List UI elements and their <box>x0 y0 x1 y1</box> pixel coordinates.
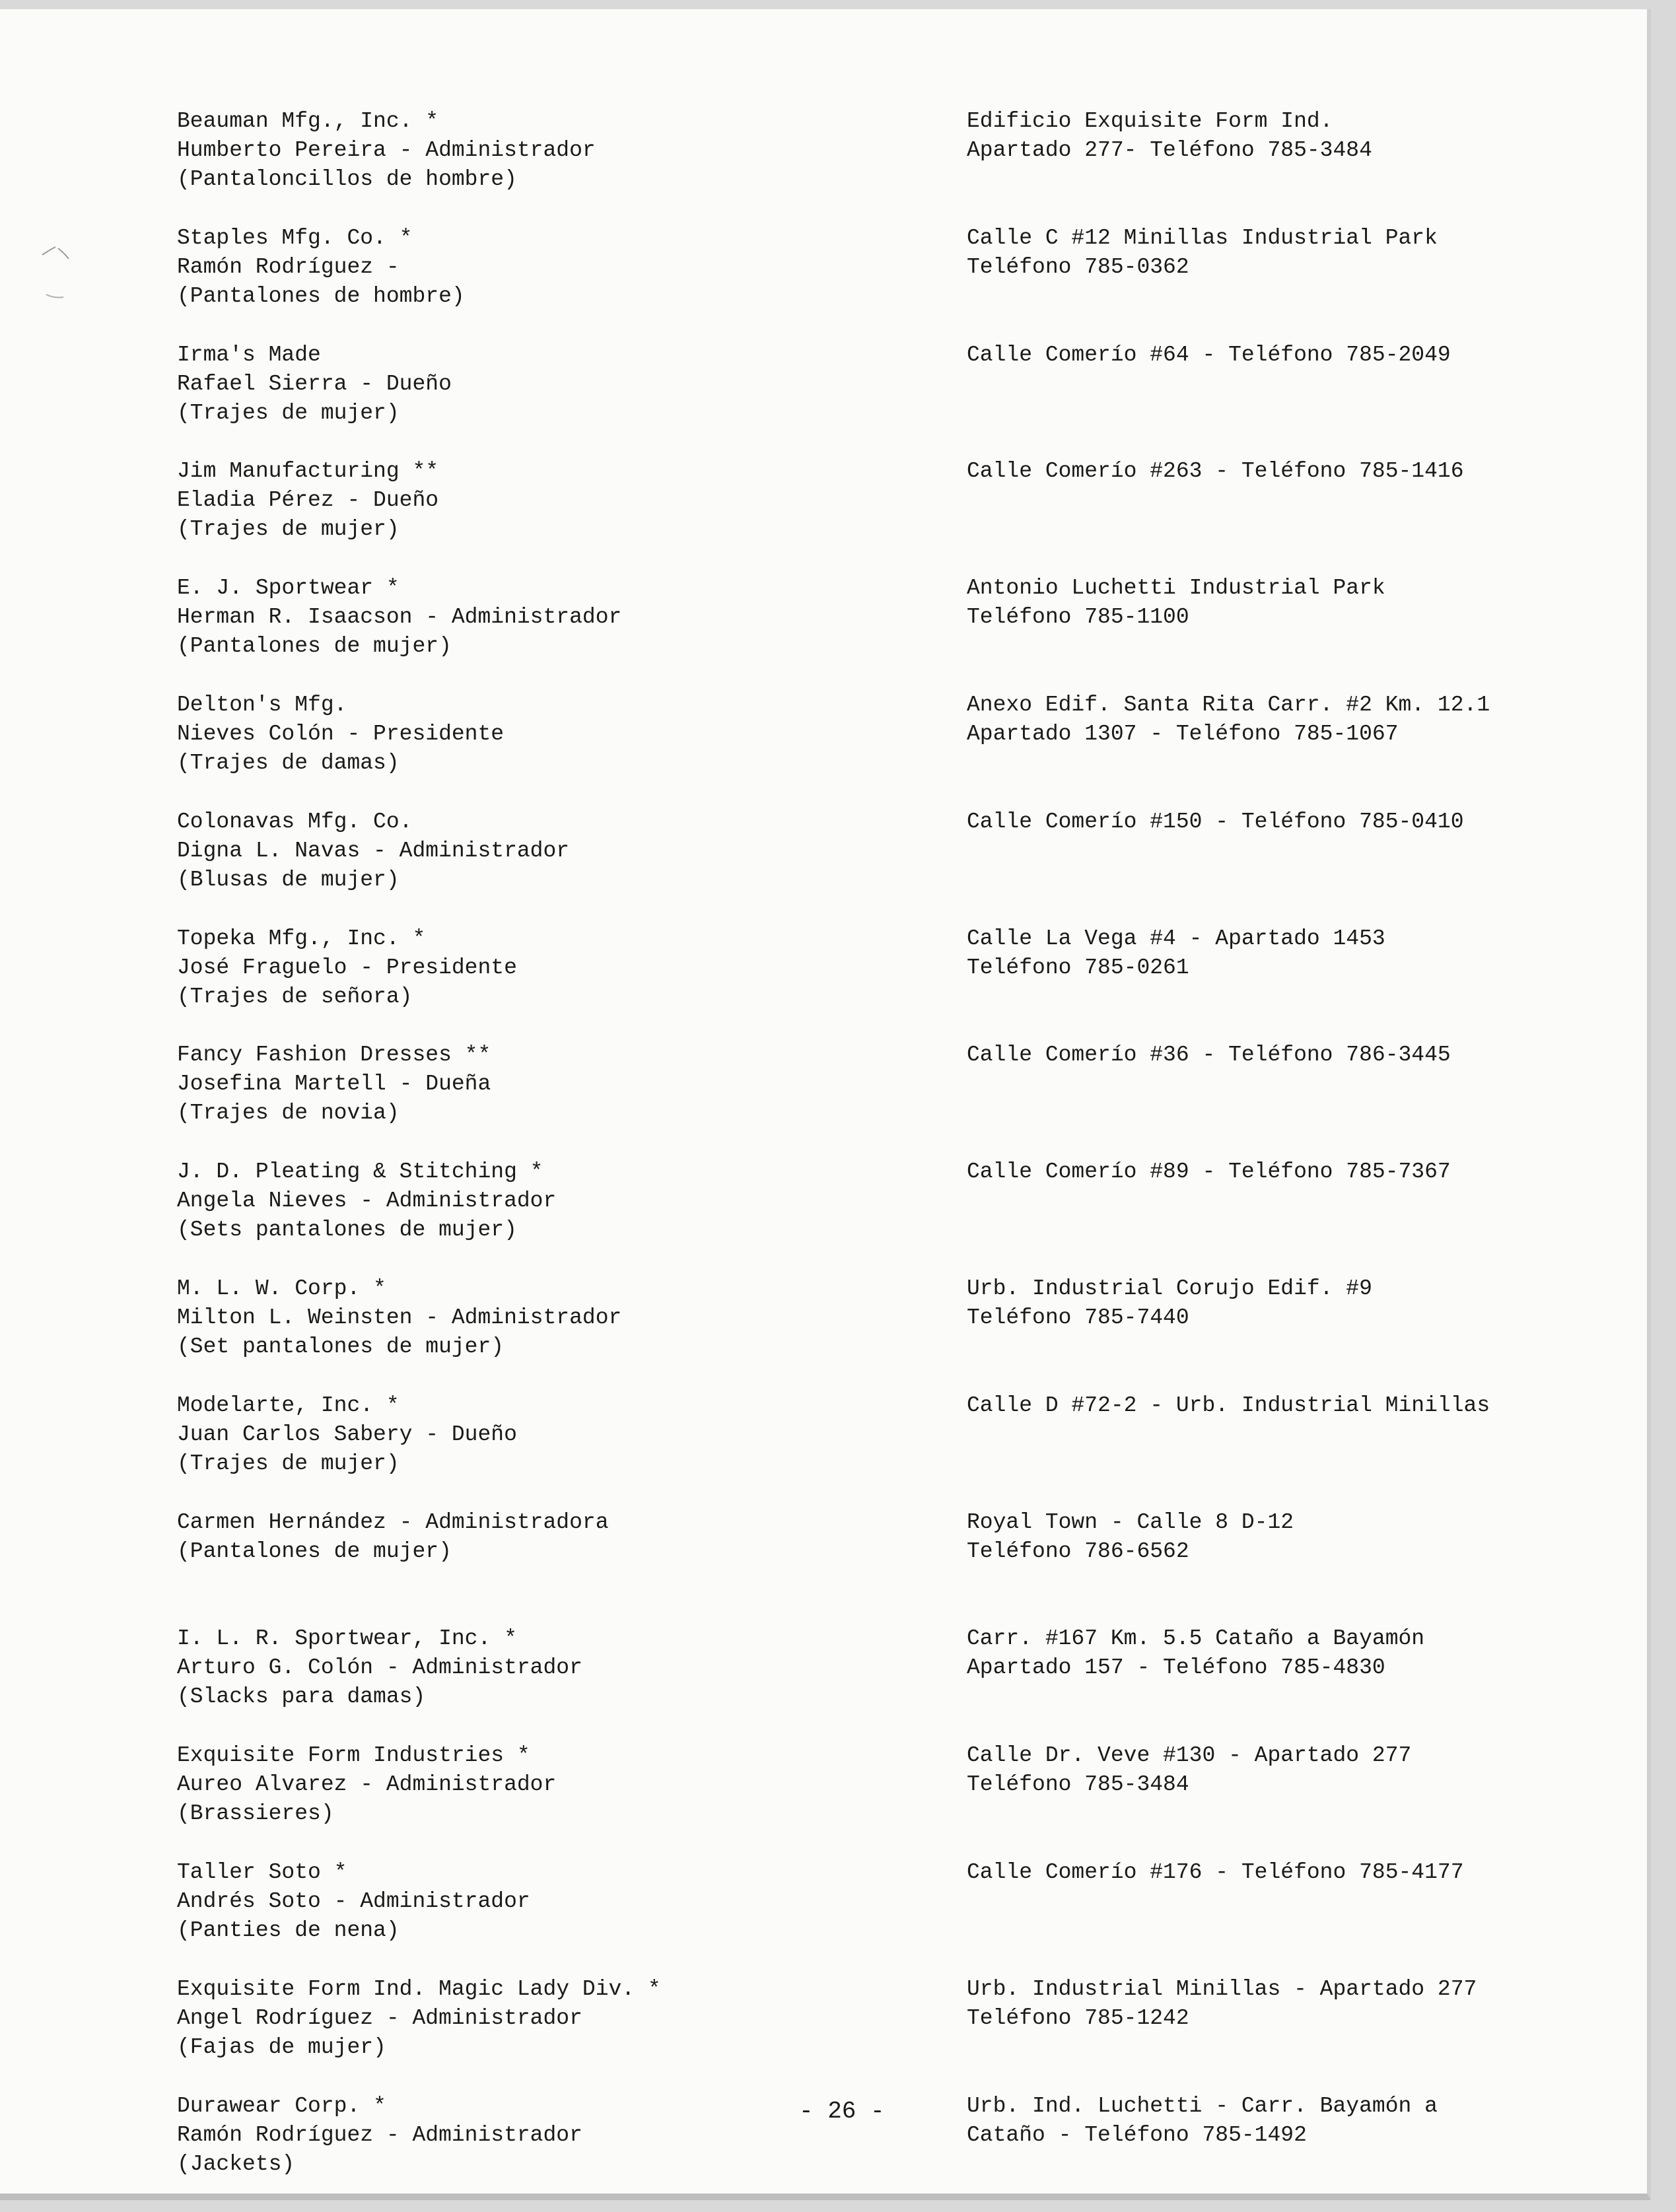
address-line: Calle Comerío #176 - Teléfono 785-4177 <box>967 1859 1464 1884</box>
address-info <box>967 691 1490 749</box>
product-type: (Pantaloncillos de hombre) <box>177 167 517 191</box>
product-type: (Brassieres) <box>177 1801 334 1826</box>
company-info <box>177 1858 530 1945</box>
address-line: Urb. Ind. Luchetti - Carr. Bayamón a <box>967 2093 1438 2118</box>
company-name: E. J. Sportwear * <box>177 576 400 601</box>
product-type: (Sets pantalones de mujer) <box>177 1218 517 1243</box>
product-type: (Pantalones de mujer) <box>177 634 452 659</box>
contact-person: Herman R. Isaacson - Administrador <box>177 605 622 630</box>
address-line: Calle Dr. Veve #130 - Apartado 277 <box>967 1743 1412 1768</box>
contact-person: Rafael Sierra - Dueño <box>177 371 452 396</box>
company-info <box>177 107 596 194</box>
contact-person: Aureo Alvarez - Administrador <box>177 1772 557 1797</box>
page-number: - 26 - <box>799 2098 885 2125</box>
address-line: Teléfono 785-1242 <box>967 2005 1189 2030</box>
directory-entry <box>177 574 1551 691</box>
address-line: Calle C #12 Minillas Industrial Park <box>967 225 1438 250</box>
address-info <box>967 1391 1490 1420</box>
company-info <box>177 691 504 778</box>
directory-entry <box>177 1041 1551 1158</box>
directory-entry <box>177 924 1551 1041</box>
directory-entry <box>177 1508 1551 1625</box>
product-type: (Trajes de mujer) <box>177 517 400 542</box>
company-name: Colonavas Mfg. Co. <box>177 809 413 834</box>
contact-person: Angela Nieves - Administrador <box>177 1189 557 1214</box>
contact-person: Ramón Rodríguez - <box>177 254 400 279</box>
product-type: (Pantalones de hombre) <box>177 283 465 308</box>
directory-entry <box>177 1391 1551 1508</box>
address-line: Carr. #167 Km. 5.5 Cataño a Bayamón <box>967 1626 1425 1651</box>
company-name: Staples Mfg. Co. * <box>177 225 413 250</box>
product-type: (Trajes de novia) <box>177 1101 400 1126</box>
address-line: Apartado 1307 - Teléfono 785-1067 <box>967 721 1399 746</box>
contact-person: Digna L. Navas - Administrador <box>177 838 570 863</box>
company-info <box>177 1391 517 1478</box>
directory-entry <box>177 1741 1551 1858</box>
directory-entry <box>177 1858 1551 1975</box>
product-type: (Set pantalones de mujer) <box>177 1334 505 1359</box>
address-line: Antonio Luchetti Industrial Park <box>967 576 1385 601</box>
address-info <box>967 1858 1464 1887</box>
address-info <box>967 341 1451 370</box>
product-type: (Trajes de señora) <box>177 984 413 1009</box>
directory-entry <box>177 341 1551 458</box>
contact-person: Humberto Pereira - Administrador <box>177 138 596 162</box>
product-type: (Blusas de mujer) <box>177 867 400 892</box>
company-name: Exquisite Form Industries * <box>177 1743 530 1768</box>
address-line: Teléfono 785-1100 <box>967 605 1189 630</box>
directory-entry <box>177 1624 1551 1741</box>
directory-list <box>177 107 1551 2208</box>
company-info <box>177 1508 609 1566</box>
company-info <box>177 1975 661 2062</box>
address-info <box>967 1274 1372 1332</box>
directory-entry <box>177 457 1551 574</box>
document-page <box>0 9 1651 2200</box>
address-line: Calle La Vega #4 - Apartado 1453 <box>967 926 1385 951</box>
address-info <box>967 1158 1451 1187</box>
directory-entry <box>177 691 1551 808</box>
address-line: Anexo Edif. Santa Rita Carr. #2 Km. 12.1 <box>967 692 1490 717</box>
company-info <box>177 2092 582 2179</box>
company-name: Delton's Mfg. <box>177 692 347 717</box>
contact-person: Angel Rodríguez - Administrador <box>177 2005 582 2030</box>
address-info <box>967 1041 1451 1070</box>
address-info <box>967 107 1372 165</box>
directory-entry <box>177 1158 1551 1274</box>
address-line: Cataño - Teléfono 785-1492 <box>967 2122 1307 2147</box>
address-line: Teléfono 785-7440 <box>967 1305 1189 1330</box>
address-line: Teléfono 786-6562 <box>967 1538 1189 1564</box>
contact-person: Milton L. Weinsten - Administrador <box>177 1305 622 1330</box>
company-name: Exquisite Form Ind. Magic Lady Div. * <box>177 1976 661 2001</box>
company-name: Irma's Made <box>177 342 321 367</box>
address-line: Urb. Industrial Minillas - Apartado 277 <box>967 1976 1477 2001</box>
address-info <box>967 574 1385 632</box>
address-line: Teléfono 785-0261 <box>967 955 1189 980</box>
address-info <box>967 924 1385 983</box>
company-info <box>177 1624 582 1711</box>
company-name: Taller Soto * <box>177 1859 347 1884</box>
address-line: Calle Comerío #150 - Teléfono 785-0410 <box>967 809 1464 834</box>
address-line: Apartado 157 - Teléfono 785-4830 <box>967 1655 1385 1680</box>
address-line: Apartado 277- Teléfono 785-3484 <box>967 138 1372 162</box>
directory-entry <box>177 808 1551 924</box>
company-info <box>177 924 517 1012</box>
company-info <box>177 1158 556 1245</box>
company-info <box>177 457 438 544</box>
contact-person: Andrés Soto - Administrador <box>177 1888 530 1914</box>
company-name: Durawear Corp. * <box>177 2093 386 2118</box>
product-type: (Trajes de mujer) <box>177 1451 400 1476</box>
company-name: J. D. Pleating & Stitching * <box>177 1159 543 1185</box>
address-line: Calle Comerío #263 - Teléfono 785-1416 <box>967 459 1464 484</box>
directory-entry <box>177 224 1551 341</box>
contact-person: Eladia Pérez - Dueño <box>177 488 439 513</box>
address-info <box>967 1741 1411 1799</box>
address-info <box>967 1508 1294 1566</box>
address-info <box>967 457 1464 486</box>
address-info <box>967 2092 1438 2150</box>
address-line: Calle Comerío #36 - Teléfono 786-3445 <box>967 1043 1451 1068</box>
product-type: (Panties de nena) <box>177 1918 400 1943</box>
product-type: (Trajes de damas) <box>177 750 400 775</box>
directory-entry <box>177 107 1551 224</box>
address-line: Royal Town - Calle 8 D-12 <box>967 1509 1294 1535</box>
address-line: Urb. Industrial Corujo Edif. #9 <box>967 1276 1372 1301</box>
company-name: Carmen Hernández - Administradora <box>177 1509 609 1535</box>
address-info <box>967 808 1464 837</box>
contact-person: Nieves Colón - Presidente <box>177 721 505 746</box>
company-info <box>177 808 569 895</box>
address-line: Edificio Exquisite Form Ind. <box>967 109 1333 133</box>
address-info <box>967 224 1438 282</box>
company-info <box>177 1741 556 1828</box>
product-type: (Pantalones de mujer) <box>177 1538 452 1564</box>
contact-person: Juan Carlos Sabery - Dueño <box>177 1422 517 1447</box>
company-name: M. L. W. Corp. * <box>177 1276 386 1301</box>
address-info <box>967 1975 1477 2033</box>
contact-person: Arturo G. Colón - Administrador <box>177 1655 582 1680</box>
address-line: Teléfono 785-3484 <box>967 1772 1189 1797</box>
company-info <box>177 574 621 661</box>
company-name: I. L. R. Sportwear, Inc. * <box>177 1626 517 1651</box>
company-info <box>177 1274 621 1362</box>
product-type: (Jackets) <box>177 2151 295 2176</box>
contact-person: José Fraguelo - Presidente <box>177 955 517 980</box>
address-line: Teléfono 785-0362 <box>967 254 1189 279</box>
contact-person: Josefina Martell - Dueña <box>177 1072 491 1097</box>
product-type: (Slacks para damas) <box>177 1684 426 1710</box>
address-line: Calle D #72-2 - Urb. Industrial Minillas <box>967 1393 1490 1418</box>
company-name: Beauman Mfg., Inc. * <box>177 109 439 133</box>
product-type: (Trajes de mujer) <box>177 400 400 425</box>
contact-person: Ramón Rodríguez - Administrador <box>177 2122 582 2147</box>
margin-pencil-mark <box>41 242 81 301</box>
company-name: Modelarte, Inc. * <box>177 1393 400 1418</box>
directory-entry <box>177 1274 1551 1391</box>
company-name: Topeka Mfg., Inc. * <box>177 926 426 951</box>
company-name: Jim Manufacturing ** <box>177 459 439 484</box>
address-line: Calle Comerío #64 - Teléfono 785-2049 <box>967 342 1451 367</box>
address-info <box>967 1624 1424 1682</box>
address-line: Calle Comerío #89 - Teléfono 785-7367 <box>967 1159 1451 1185</box>
product-type: (Fajas de mujer) <box>177 2034 386 2059</box>
company-name: Fancy Fashion Dresses ** <box>177 1043 491 1068</box>
company-info <box>177 1041 491 1128</box>
company-info <box>177 341 452 428</box>
directory-entry <box>177 1975 1551 2092</box>
company-info <box>177 224 465 311</box>
